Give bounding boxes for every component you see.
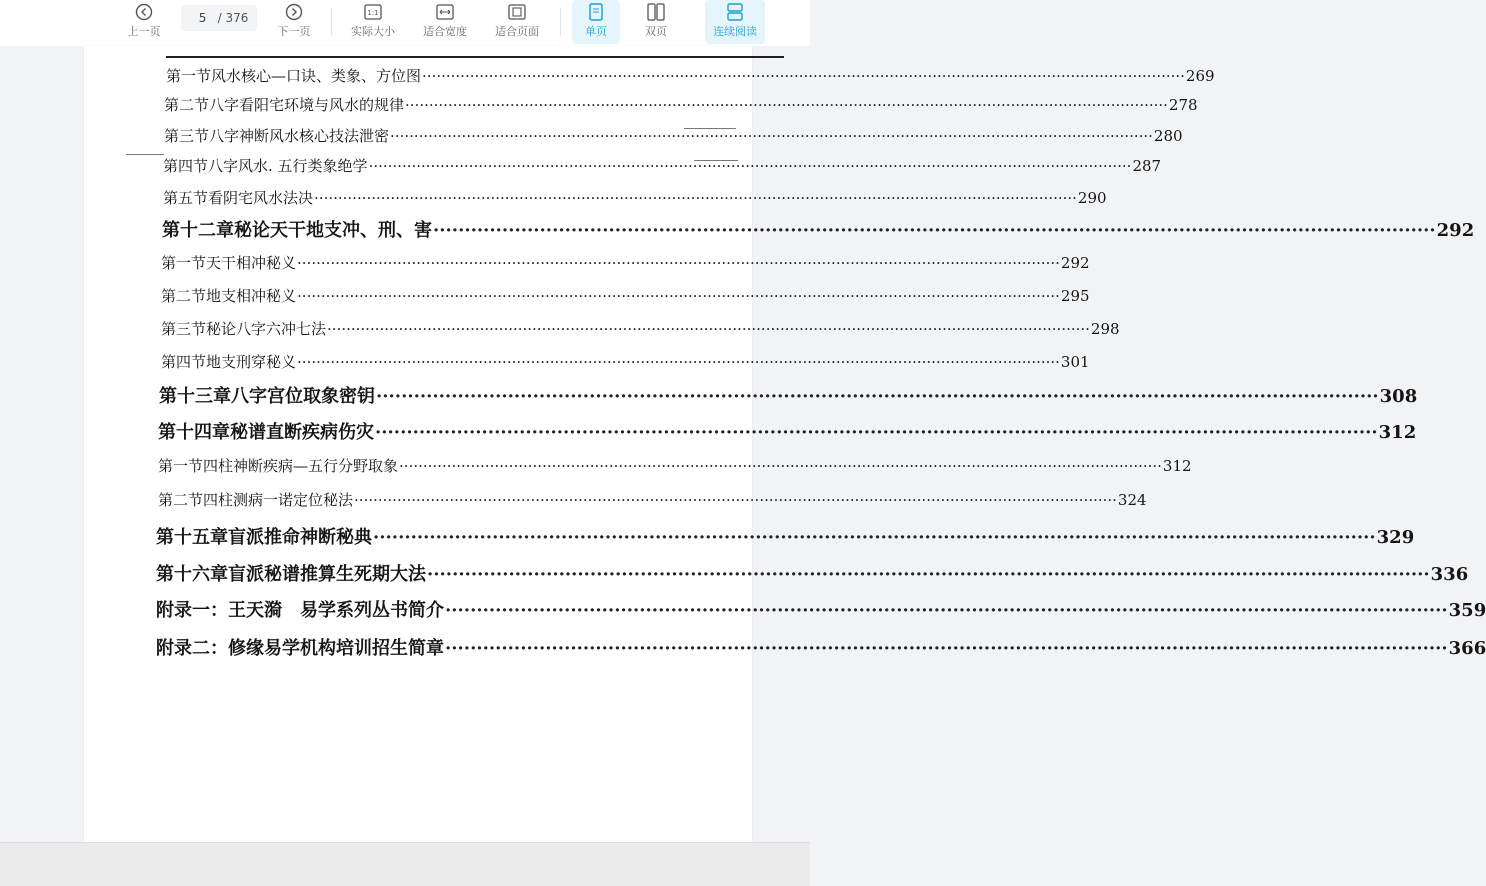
toc-entry-page: 301 <box>1060 353 1090 371</box>
continuous-read-icon <box>725 3 745 21</box>
toc-entry <box>161 252 1090 273</box>
toc-entry-number: 第二节 <box>158 491 204 509</box>
toc-leader-dots: ································································································································································ <box>297 254 1060 272</box>
toc-entry-page: 292 <box>1436 220 1475 241</box>
toc-entry-number: 第一节 <box>166 67 212 85</box>
toc-entry-title: 盲派推命神断秘典 <box>228 527 372 548</box>
toc-entry-number: 第十五章 <box>156 527 228 548</box>
next-page-label: 下一页 <box>277 25 311 38</box>
toc-leader-dots: ································································································································································ <box>405 96 1168 114</box>
toc-entry-page: 336 <box>1430 564 1469 585</box>
fit-width-label: 适合宽度 <box>423 25 467 38</box>
toc-entry-number: 第十二章 <box>162 220 234 241</box>
toc-entry-title: 修缘易学机构培训招生简章 <box>228 638 444 659</box>
toc-entry <box>156 523 1415 549</box>
toolbar-divider <box>560 8 561 36</box>
toc-entry-page: 290 <box>1077 189 1107 207</box>
toc-entry-number: 第十四章 <box>158 422 230 443</box>
page-indicator <box>181 5 257 31</box>
toc-entry-title: 八字神断风水核心技法泄密 <box>209 127 390 145</box>
toc-entry-page: 308 <box>1379 386 1418 407</box>
toc-entry-page: 269 <box>1185 67 1215 85</box>
actual-size-label: 实际大小 <box>351 25 395 38</box>
toc-entry-number: 第二节 <box>164 96 210 114</box>
toc-entry-page: 312 <box>1378 422 1417 443</box>
toc-entry-number: 附录一： <box>156 600 228 621</box>
toc-entry-number: 第三节 <box>164 127 210 145</box>
toc-leader-dots: ································································································································································ <box>390 127 1153 145</box>
toc-entry-page: 324 <box>1117 491 1147 509</box>
toc-leader-dots: ································································································································································ <box>314 189 1077 207</box>
toc-entry-page: 298 <box>1090 320 1120 338</box>
toc-entry <box>163 187 1107 208</box>
toc-entry-page: 366 <box>1448 638 1486 659</box>
prev-page-label: 上一页 <box>127 25 161 38</box>
toc-leader-dots: ································································································································································ <box>399 457 1162 475</box>
toc-entry <box>156 596 1486 622</box>
toc-entry-number: 第五节 <box>163 189 209 207</box>
toc-entry-title: 风水核心—口诀、类象、方位图 <box>211 67 422 85</box>
toc-leader-dots: ································································································································································ <box>368 157 1132 175</box>
toc-entry-number: 第三节 <box>161 320 207 338</box>
toc-leader-dots: ································································································································································ <box>327 320 1090 338</box>
toc-entry-number: 第一节 <box>158 457 204 475</box>
toc-leader-dots: ································································································································································ <box>433 220 1436 241</box>
toc-entry-number: 附录二： <box>156 638 228 659</box>
single-page-button[interactable] <box>572 0 620 44</box>
svg-text:1:1: 1:1 <box>367 9 379 17</box>
page-top-rule <box>166 56 784 58</box>
toc-leader-dots: ································································································································································ <box>373 527 1376 548</box>
toc-entry <box>162 216 1475 242</box>
toc-entry-number: 第四节 <box>161 353 207 371</box>
toc-entry <box>164 125 1183 146</box>
toc-entry-number: 第十六章 <box>156 564 228 585</box>
toc-entry-title: 八字风水. 五行类象绝学 <box>208 157 368 175</box>
toc-entry-page: 287 <box>1132 157 1162 175</box>
fit-page-label: 适合页面 <box>495 25 539 38</box>
actual-size-icon <box>363 3 383 21</box>
toc-entry-title: 八字宫位取象密钥 <box>231 386 375 407</box>
toc-entry <box>161 318 1120 339</box>
toc-entry-page: 292 <box>1060 254 1090 272</box>
chevron-left-circle-icon <box>134 3 154 21</box>
fit-width-icon <box>435 3 455 21</box>
double-page-button[interactable] <box>634 0 678 44</box>
toc-entry <box>159 382 1418 408</box>
toolbar-divider <box>331 8 332 36</box>
toc-entry <box>164 94 1198 115</box>
toc-entry-title: 秘论天干地支冲、刑、害 <box>234 220 432 241</box>
toc-entry-page: 295 <box>1060 287 1090 305</box>
toc-leader-dots: ································································································································································ <box>376 386 1379 407</box>
current-page-input[interactable] <box>190 11 216 25</box>
double-page-label: 双页 <box>645 25 667 38</box>
toc-entry-title: 天干相冲秘义 <box>206 254 297 272</box>
toc-entry-number: 第四节 <box>163 157 209 175</box>
toc-leader-dots: ································································································································································ <box>427 564 1430 585</box>
toc-entry <box>158 418 1417 444</box>
toc-entry-title: 秘谱直断疾病伤灾 <box>230 422 374 443</box>
document-page <box>84 46 1486 842</box>
continuous-read-label: 连续阅读 <box>713 25 757 38</box>
toc-entry-number: 第十三章 <box>159 386 231 407</box>
toc-entry-number: 第二节 <box>161 287 207 305</box>
toc-entry <box>158 455 1192 476</box>
fit-page-button[interactable] <box>490 0 544 44</box>
double-page-icon <box>646 3 666 21</box>
single-page-label: 单页 <box>585 25 607 38</box>
toc-entry-number: 第一节 <box>161 254 207 272</box>
toc-leader-dots: ································································································································································ <box>297 353 1060 371</box>
toc-leader-dots: ································································································································································ <box>422 67 1185 85</box>
single-page-icon <box>586 3 606 21</box>
toc-entry <box>156 634 1486 660</box>
toc-entry-title: 地支相冲秘义 <box>206 287 297 305</box>
toc-entry-page: 280 <box>1153 127 1183 145</box>
toc-entry <box>158 489 1147 510</box>
continuous-read-button[interactable] <box>705 0 765 44</box>
toc-leader-dots: ································································································································································ <box>445 600 1448 621</box>
fit-page-icon <box>507 3 527 21</box>
actual-size-button[interactable] <box>346 0 400 44</box>
toc-entry <box>156 560 1469 586</box>
toc-entry <box>161 285 1090 306</box>
toc-entry-title: 王天漪 易学系列丛书简介 <box>228 600 444 621</box>
toc-entry-page: 359 <box>1448 600 1486 621</box>
scan-artifact-line <box>126 154 164 155</box>
toc-entry-page: 278 <box>1168 96 1198 114</box>
toc-entry-title: 八字看阳宅环境与风水的规律 <box>209 96 405 114</box>
toc-entry-title: 盲派秘谱推算生死期大法 <box>228 564 426 585</box>
toc-entry-title: 看阴宅风水法决 <box>208 189 314 207</box>
fit-width-button[interactable] <box>418 0 472 44</box>
toc-entry <box>166 65 1215 86</box>
toc-entry-title: 四柱测病一诺定位秘法 <box>203 491 354 509</box>
viewer-bottom-bar <box>0 842 810 886</box>
chevron-right-circle-icon <box>284 3 304 21</box>
toc-entry-title: 地支刑穿秘义 <box>206 353 297 371</box>
toc-entry-title: 秘论八字六冲七法 <box>206 320 327 338</box>
toc-entry <box>163 155 1162 176</box>
toc-leader-dots: ································································································································································ <box>354 491 1117 509</box>
toc-entry <box>161 351 1090 372</box>
toc-leader-dots: ································································································································································ <box>297 287 1060 305</box>
toc-leader-dots: ································································································································································ <box>445 638 1448 659</box>
toc-entry-page: 329 <box>1376 527 1415 548</box>
total-pages: / 376 <box>217 11 249 25</box>
toc-leader-dots: ································································································································································ <box>375 422 1378 443</box>
prev-page-button[interactable] <box>124 0 164 44</box>
toc-entry-title: 四柱神断疾病—五行分野取象 <box>203 457 399 475</box>
next-page-button[interactable] <box>274 0 314 44</box>
viewer-toolbar <box>0 0 810 46</box>
toc-entry-page: 312 <box>1162 457 1192 475</box>
